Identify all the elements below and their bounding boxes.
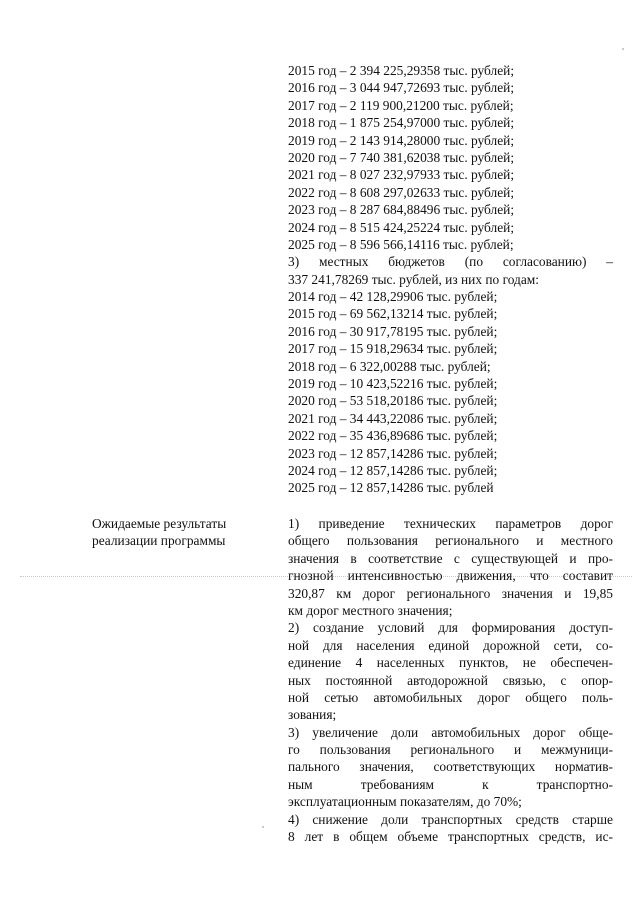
results-line: 2) создание условий для формирования доступ- xyxy=(288,620,613,636)
results-line: пального значения, соответствующих норматив- xyxy=(288,759,613,775)
results-line: ной сетью автомобильных дорог общего поль- xyxy=(288,689,613,705)
results-line: 8 лет в общем объеме транспортных средств, ис- xyxy=(288,829,613,845)
local-funding-line: 2015 год – 69 562,13214 тыс. рублей; xyxy=(288,306,498,322)
results-line: гнозной интенсивностью движения, что составит xyxy=(288,568,613,584)
funding-line: 2021 год – 8 027 232,97933 тыс. рублей; xyxy=(288,167,515,183)
results-line: значения в соответствие с существующей и про- xyxy=(288,550,613,566)
results-line: эксплуатационным показателям, до 70%; xyxy=(288,794,522,810)
local-funding-line: 2016 год – 30 917,78195 тыс. рублей; xyxy=(288,323,498,339)
results-line: зования; xyxy=(288,707,337,723)
local-funding-line: 2021 год – 34 443,22086 тыс. рублей; xyxy=(288,410,498,426)
results-line: ным требованиям к транспортно- xyxy=(288,776,613,792)
funding-line: 2022 год – 8 608 297,02633 тыс. рублей; xyxy=(288,184,515,200)
funding-line: 2015 год – 2 394 225,29358 тыс. рублей; xyxy=(288,63,515,78)
results-line: го пользования регионального и межмуници- xyxy=(288,742,613,758)
results-line: 1) приведение технических параметров дорог xyxy=(288,516,613,531)
funding-line: 2017 год – 2 119 900,21200 тыс. рублей; xyxy=(288,97,514,113)
funding-line: 2019 год – 2 143 914,28000 тыс. рублей; xyxy=(288,132,515,148)
local-funding-line: 2024 год – 12 857,14286 тыс. рублей; xyxy=(288,462,498,478)
local-budget-heading: 3) местных бюджетов (по согласованию) – xyxy=(288,254,613,270)
results-line: 3) увеличение доли автомобильных дорог обще- xyxy=(288,724,613,740)
local-budget-total: 337 241,78269 тыс. рублей, из них по годам: xyxy=(288,271,539,287)
section-label-line: Ожидаемые результаты xyxy=(92,516,227,531)
results-line: 320,87 км дорог регионального значения и 19,85 xyxy=(288,585,613,601)
local-funding-line: 2014 год – 42 128,29906 тыс. рублей; xyxy=(288,289,498,305)
local-funding-line: 2018 год – 6 322,00288 тыс. рублей; xyxy=(288,358,491,374)
local-funding-line: 2025 год – 12 857,14286 тыс. рублей xyxy=(288,480,494,496)
funding-line: 2025 год – 8 596 566,14116 тыс. рублей; xyxy=(288,236,514,252)
local-funding-line: 2019 год – 10 423,52216 тыс. рублей; xyxy=(288,376,498,392)
local-funding-line: 2023 год – 12 857,14286 тыс. рублей; xyxy=(288,445,498,461)
funding-line: 2018 год – 1 875 254,97000 тыс. рублей; xyxy=(288,115,515,131)
funding-line: 2020 год – 7 740 381,62038 тыс. рублей; xyxy=(288,149,515,165)
results-line: единение 4 населенных пунктов, не обеспечен- xyxy=(288,655,613,671)
results-line: общего пользования регионального и местного xyxy=(288,533,613,549)
scan-speck xyxy=(622,48,624,50)
local-funding-line: 2020 год – 53 518,20186 тыс. рублей; xyxy=(288,393,498,409)
section-label-line: реализации программы xyxy=(92,533,226,549)
local-funding-line: 2017 год – 15 918,29634 тыс. рублей; xyxy=(288,341,498,357)
funding-line: 2023 год – 8 287 684,88496 тыс. рублей; xyxy=(288,202,515,218)
results-line: 4) снижение доли транспортных средств старше xyxy=(288,811,613,827)
funding-line: 2024 год – 8 515 424,25224 тыс. рублей; xyxy=(288,219,515,235)
section-label xyxy=(92,515,262,550)
results-line: ной для населения единой дорожной сети, со- xyxy=(288,637,613,653)
local-funding-line: 2022 год – 35 436,89686 тыс. рублей; xyxy=(288,428,498,444)
results-line: ных постоянной автодорожной связью, с опор- xyxy=(288,672,613,688)
expected-results xyxy=(288,515,613,845)
funding-line: 2016 год – 3 044 947,72693 тыс. рублей; xyxy=(288,80,515,96)
scan-speck xyxy=(262,826,264,828)
results-line: км дорог местного значения; xyxy=(288,602,453,618)
funding-by-year xyxy=(288,62,613,497)
